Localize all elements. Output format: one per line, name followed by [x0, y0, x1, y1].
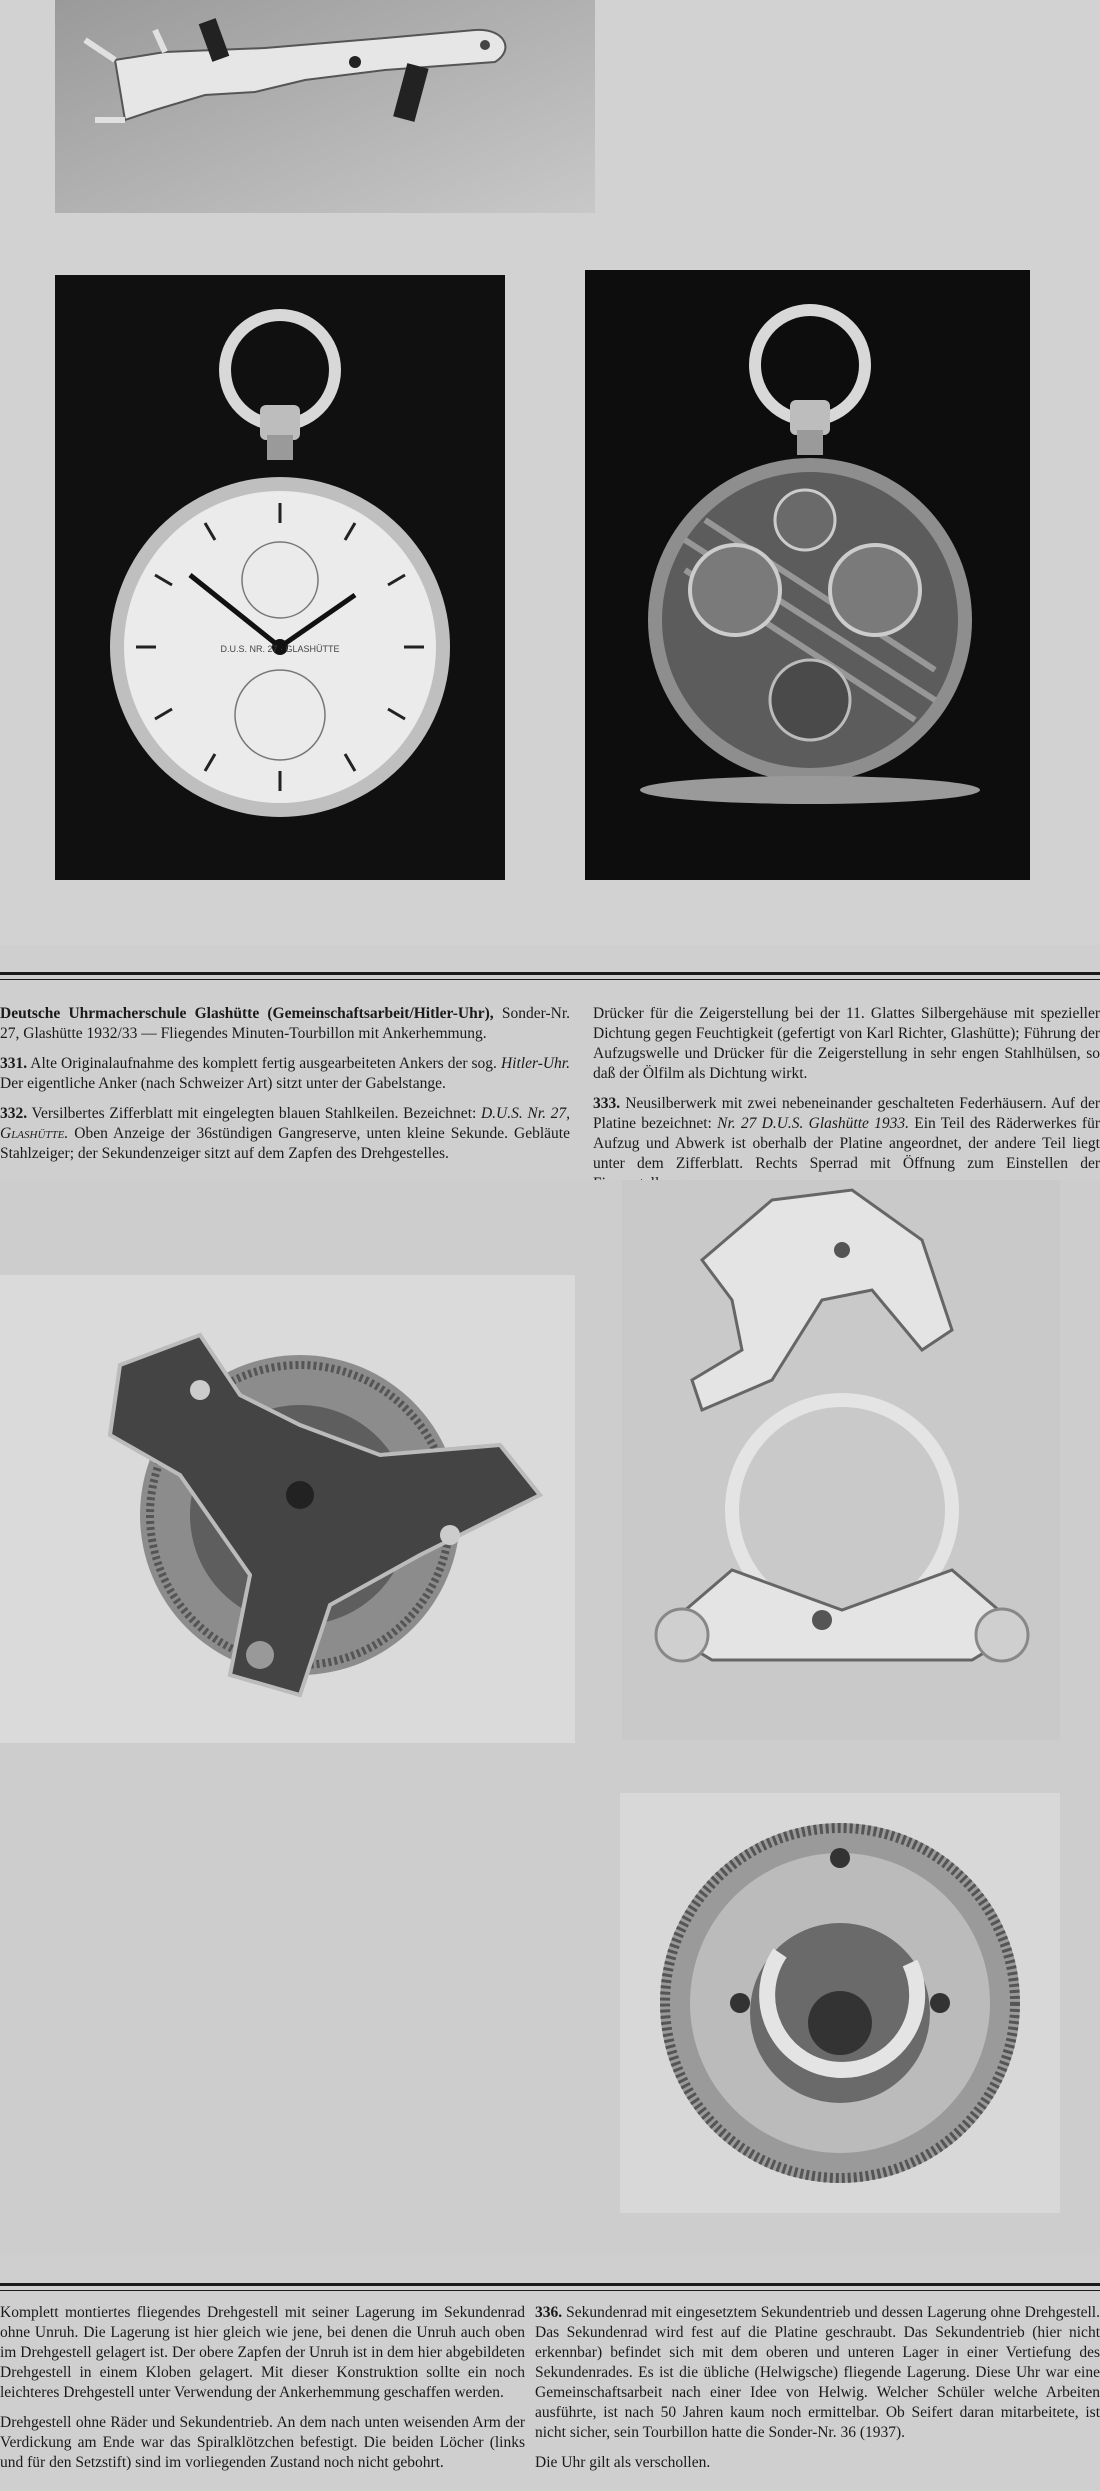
tourbillon-frame-photo	[622, 1180, 1060, 1740]
anchor-lever-image	[55, 0, 595, 213]
caption-334: Komplett montiertes fliegendes Drehgestell mit seiner Lagerung im Sekundenrad ohne Unruh. Die Lagerung ist hier gleich wie jene, bei denen die Unruh auch oben im Drehgestell gelagert ist. Der obere Zapfen der Unruh ist in dem hier abgebildeten Drehgestell in einem Kloben gelagert. Mit dieser Konstruktion sollte ein noch leichteres Drehgestell unter Verwendung der Ankerhemmung geschaffen werden.	[0, 2304, 525, 2401]
upper-double-rule-top	[0, 972, 1100, 975]
caption-header: Deutsche Uhrmacherschule Glashütte (Gemeinschaftsarbeit/Hitler-Uhr), Sonder-Nr. 27, Glashütte 1932/33 — Fliegendes Minuten-Tourbillon mit Ankerhemmung.	[0, 1005, 571, 1042]
pocket-watch-dial-photo	[55, 275, 505, 880]
lower-caption-left	[0, 2303, 525, 2483]
pocket-watch-dial-image	[55, 275, 505, 880]
tourbillon-frame-image	[622, 1180, 1060, 1740]
caption-332-continued: Drücker für die Zeigerstellung bei der 11. Glattes Silbergehäuse mit spezieller Dichtung gegen Feuchtigkeit (gefertigt von Karl Richter, Glashütte); Führung der Aufzugswelle und Drücker für die Zeigerstellung in sehr engen Stahlhülsen, so daß der Ölfilm als Dichtung wirkt.	[593, 1005, 1100, 1082]
upper-caption-right	[593, 1004, 1100, 1204]
tourbillon-carriage-photo	[0, 1275, 575, 1743]
caption-331: 331. Alte Originalaufnahme des komplett fertig ausgearbeiteten Ankers der sog. Hitler-Uhr. Der eigentliche Anker (nach Schweizer Art) sitzt unter der Gabelstange.	[0, 1055, 570, 1092]
lower-double-rule-bottom	[0, 2290, 1100, 2291]
caption-332: 332. Versilbertes Zifferblatt mit eingelegten blauen Stahlkeilen. Bezeichnet: D.U.S. Nr. 27, Glashütte. Oben Anzeige der 36stündigen Gangreserve, unten kleine Sekunde. Gebläute Stahlzeiger; der Sekundenzeiger sitzt auf dem Zapfen des Drehgestelles.	[0, 1105, 570, 1162]
lower-caption-right	[535, 2303, 1100, 2483]
pocket-watch-movement-photo	[585, 270, 1030, 880]
seconds-wheel-image	[620, 1793, 1060, 2213]
seconds-wheel-photo	[620, 1793, 1060, 2213]
caption-333: 333. Neusilberwerk mit zwei nebeneinander geschalteten Federhäusern. Auf der Platine bezeichnet: Nr. 27 D.U.S. Glashütte 1933. Ein Teil des Räderwerkes für Aufzug und Abwerk ist oberhalb der Platine angeordnet, der andere Teil liegt unter dem Zifferblatt. Rechts Sperrad mit Öffnung zum Einstellen der	[593, 1095, 1100, 1172]
caption-335: Drehgestell ohne Räder und Sekundentrieb. An dem nach unten weisenden Arm der Verdickung am Ende war das Spiralklötzchen befestigt. Die beiden Löcher (links und für den Setzstift) sind im vorliegenden Zustand noch nicht gebohrt.	[0, 2414, 525, 2471]
anchor-lever-photo	[55, 0, 595, 213]
caption-note: Die Uhr gilt als verschollen.	[535, 2454, 711, 2471]
tourbillon-carriage-image	[0, 1275, 575, 1743]
upper-double-rule-bottom	[0, 979, 1100, 980]
pocket-watch-movement-image	[585, 270, 1030, 880]
upper-caption-left	[0, 1004, 570, 1174]
dial-inscription: D.U.S. NR. 27 · GLASHÜTTE	[220, 644, 340, 654]
lower-double-rule-top	[0, 2283, 1100, 2286]
caption-336: 336. Sekundenrad mit eingesetztem Sekundentrieb und dessen Lagerung ohne Drehgestell. Das Sekundenrad wird fest auf die Platine geschraubt. Das Sekundentrieb (hier nicht erkennbar) befindet sich mit dem oberen und unteren Lager in einer Vertiefung des Sekundenrades. Es ist die übliche (Helwigsche) fliegende Lagerung. Diese Uhr war eine Gemeinschaftsarbeit nach einer Idee von Helwig. Welcher Schüler welche Arbeiten ausführte, ist nach 50 Jahren kaum noch ermittelbar. Ob Seifert daran mitarbeitete, ist nicht sicher, sein Tourbillon hatte die Sonder-Nr. 36 (1937).	[535, 2304, 1100, 2441]
